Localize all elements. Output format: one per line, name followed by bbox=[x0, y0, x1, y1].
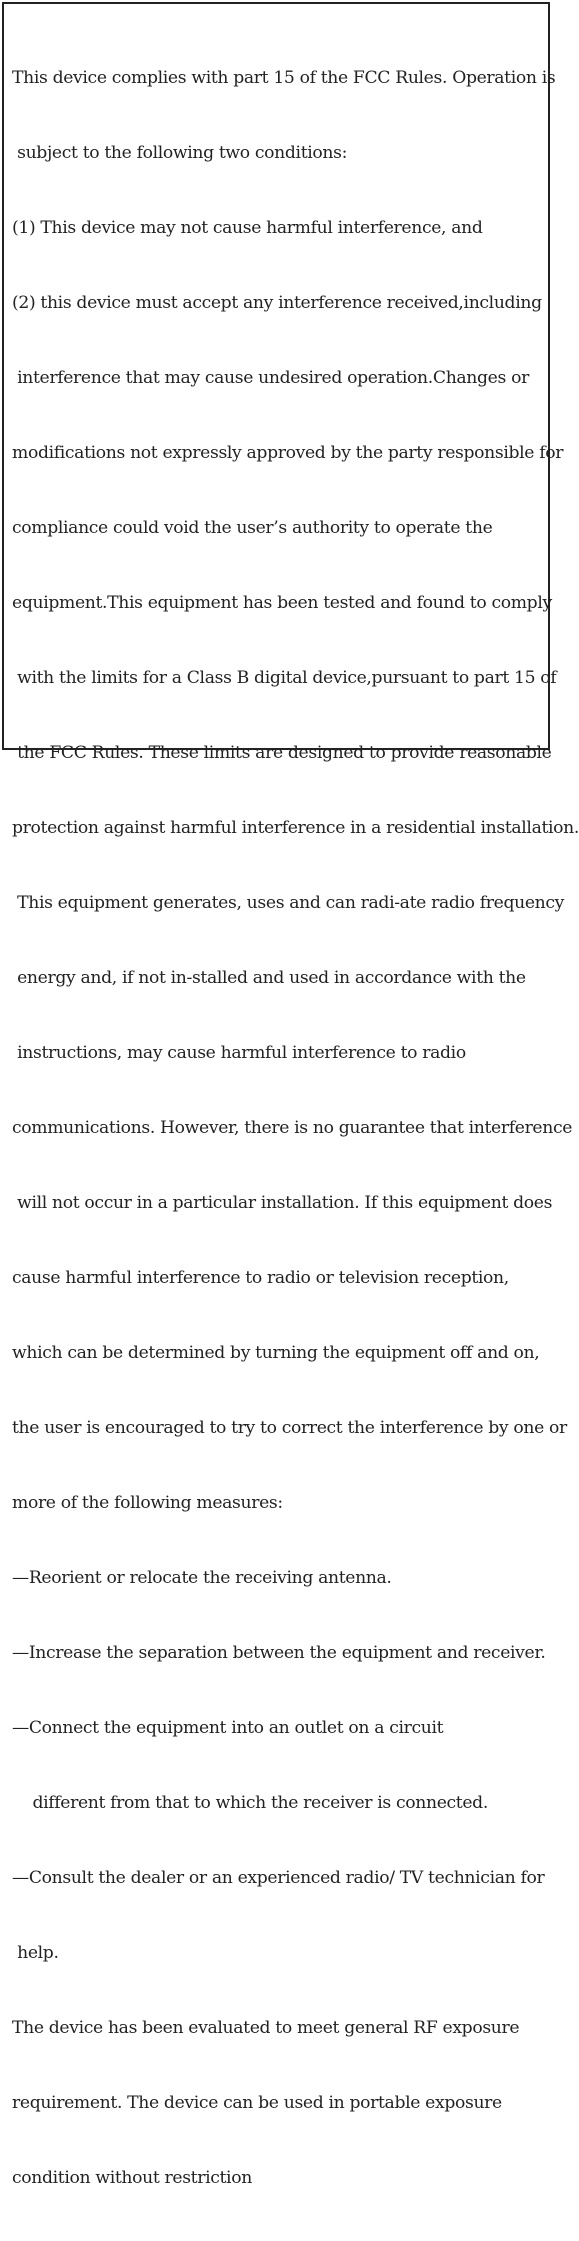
document-frame bbox=[2, 2, 579, 2188]
measure-item: —Increase the separation between the equipment and receiver. bbox=[12, 1643, 546, 1663]
text-line: (2) this device must accept any interference received,including bbox=[12, 293, 542, 313]
text-line: energy and, if not in-stalled and used in accordance with the bbox=[12, 968, 526, 988]
measure-item: —Consult the dealer or an experienced radio/ TV technician for bbox=[12, 1868, 545, 1888]
text-line: modifications not expressly approved by the party responsible for bbox=[12, 443, 564, 463]
text-line: This device complies with part 15 of the FCC Rules. Operation is bbox=[12, 68, 556, 88]
measure-item-continuation: help. bbox=[12, 1943, 59, 1963]
measure-item-continuation: different from that to which the receiver is connected. bbox=[12, 1793, 488, 1813]
text-line: condition without restriction bbox=[12, 2168, 252, 2188]
text-line: (1) This device may not cause harmful interference, and bbox=[12, 218, 483, 238]
text-line: protection against harmful interference in a residential installation. bbox=[12, 818, 579, 838]
text-line: equipment.This equipment has been tested and found to comply bbox=[12, 593, 552, 613]
text-line: instructions, may cause harmful interference to radio bbox=[12, 1043, 466, 1063]
text-line: This equipment generates, uses and can radi-ate radio frequency bbox=[12, 893, 564, 913]
text-line: the user is encouraged to try to correct the interference by one or bbox=[12, 1418, 567, 1438]
text-line: will not occur in a particular installation. If this equipment does bbox=[12, 1193, 553, 1213]
text-line: subject to the following two conditions: bbox=[12, 143, 348, 163]
text-line: The device has been evaluated to meet general RF exposure bbox=[12, 2018, 520, 2038]
text-line: which can be determined by turning the equipment off and on, bbox=[12, 1343, 540, 1363]
text-line: cause harmful interference to radio or television reception, bbox=[12, 1268, 509, 1288]
text-line: more of the following measures: bbox=[12, 1493, 283, 1513]
fcc-statement-text bbox=[12, 16, 579, 2241]
measure-item: —Reorient or relocate the receiving antenna. bbox=[12, 1568, 392, 1588]
text-line: requirement. The device can be used in portable exposure bbox=[12, 2093, 502, 2113]
text-line: interference that may cause undesired operation.Changes or bbox=[12, 368, 529, 388]
measure-item: —Connect the equipment into an outlet on a circuit bbox=[12, 1718, 444, 1738]
text-line: with the limits for a Class B digital device,pursuant to part 15 of bbox=[12, 668, 557, 688]
text-line: compliance could void the user’s authority to operate the bbox=[12, 518, 493, 538]
text-line: communications. However, there is no guarantee that interference bbox=[12, 1118, 573, 1138]
text-line: the FCC Rules. These limits are designed to provide reasonable bbox=[12, 743, 552, 763]
